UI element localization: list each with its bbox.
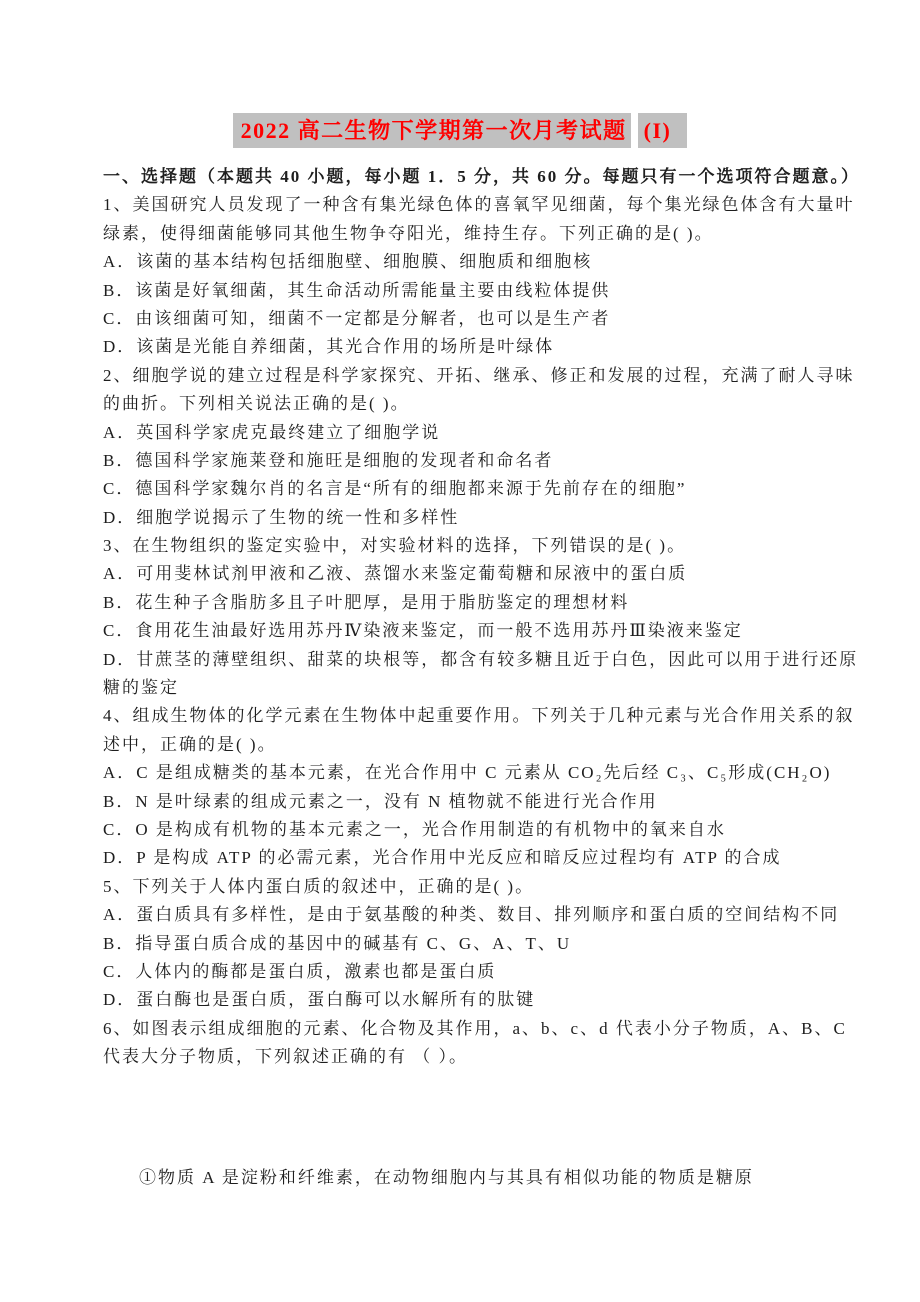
question-5-line: 5、下列关于人体内蛋白质的叙述中，正确的是( )。 xyxy=(103,876,535,896)
question-3-line: B．花生种子含脂肪多且子叶肥厚，是用于脂肪鉴定的理想材料 xyxy=(103,592,630,612)
question-2-line: 2、细胞学说的建立过程是科学家探究、开拓、继承、修正和发展的过程，充满了耐人寻味 xyxy=(103,365,855,385)
question-2-line: D．细胞学说揭示了生物的统一性和多样性 xyxy=(103,507,460,527)
question-4-line: A．C 是组成糖类的基本元素，在光合作用中 C 元素从 CO₂先后经 C₃、C₅形成(CH₂O) xyxy=(103,763,832,783)
question-1-line: 绿素，使得细菌能够同其他生物争夺阳光，维持生存。下列正确的是( )。 xyxy=(103,223,714,243)
document-title-text: 2022 高二生物下学期第一次月考试题 xyxy=(233,113,631,148)
question-3-line: C．食用花生油最好选用苏丹Ⅳ染液来鉴定，而一般不选用苏丹Ⅲ染液来鉴定 xyxy=(103,621,743,641)
question-1-line: C．由该细菌可知，细菌不一定都是分解者，也可以是生产者 xyxy=(103,308,611,328)
document-body xyxy=(103,163,860,1192)
question-3-line: D．甘蔗茎的薄壁组织、甜菜的块根等，都含有较多糖且近于白色，因此可以用于进行还原 xyxy=(103,649,859,669)
question-3-line: 3、在生物组织的鉴定实验中，对实验材料的选择，下列错误的是( )。 xyxy=(103,536,687,556)
question-3-line: A．可用斐林试剂甲液和乙液、蒸馏水来鉴定葡萄糖和尿液中的蛋白质 xyxy=(103,564,688,584)
question-3-line: 糖的鉴定 xyxy=(103,678,179,698)
question-1-line: D．该菌是光能自养细菌，其光合作用的场所是叶绿体 xyxy=(103,337,555,357)
question-1-line: A．该菌的基本结构包括细胞壁、细胞膜、细胞质和细胞核 xyxy=(103,252,593,272)
question-4-line: C．O 是构成有机物的基本元素之一，光合作用制造的有机物中的氧来自水 xyxy=(103,819,726,839)
section-header: 一、选择题（本题共 40 小题，每小题 1．5 分，共 60 分。每题只有一个选项符合题意。） xyxy=(103,167,860,186)
question-5-line: A．蛋白质具有多样性，是由于氨基酸的种类、数目、排列顺序和蛋白质的空间结构不同 xyxy=(103,905,840,925)
question-4-line: D．P 是构成 ATP 的必需元素，光合作用中光反应和暗反应过程均有 ATP 的合成 xyxy=(103,848,782,868)
question-2-line: 的曲折。下列相关说法正确的是( )。 xyxy=(103,394,410,414)
question-2-line: B．德国科学家施莱登和施旺是细胞的发现者和命名者 xyxy=(103,450,554,470)
footnote-line: ①物质 A 是淀粉和纤维素，在动物细胞内与其具有相似功能的物质是糖原 xyxy=(139,1167,754,1187)
question-1-line: 1、美国研究人员发现了一种含有集光绿色体的喜氧罕见细菌，每个集光绿色体含有大量叶 xyxy=(103,195,855,215)
question-2-line: A．英国科学家虎克最终建立了细胞学说 xyxy=(103,422,441,442)
question-6-line: 代表大分子物质，下列叙述正确的有 （ ）。 xyxy=(103,1047,468,1067)
document-title-suffix: (I) xyxy=(638,113,688,148)
question-2-line: C．德国科学家魏尔肖的名言是“所有的细胞都来源于先前存在的细胞” xyxy=(103,479,687,499)
question-4-line: 述中，正确的是( )。 xyxy=(103,734,277,754)
question-1-line: B．该菌是好氧细菌，其生命活动所需能量主要由线粒体提供 xyxy=(103,280,611,300)
question-5-line: B．指导蛋白质合成的基因中的碱基有 C、G、A、T、U xyxy=(103,933,572,953)
question-4-line: 4、组成生物体的化学元素在生物体中起重要作用。下列关于几种元素与光合作用关系的叙 xyxy=(103,706,855,726)
question-4-line: B．N 是叶绿素的组成元素之一，没有 N 植物就不能进行光合作用 xyxy=(103,791,658,811)
question-5-line: C．人体内的酶都是蛋白质，激素也都是蛋白质 xyxy=(103,961,497,981)
question-5-line: D．蛋白酶也是蛋白质，蛋白酶可以水解所有的肽键 xyxy=(103,990,536,1010)
question-lines xyxy=(103,191,859,1071)
document-title xyxy=(0,0,920,148)
figure-placeholder xyxy=(103,1072,819,1164)
question-6-line: 6、如图表示组成细胞的元素、化合物及其作用，a、b、c、d 代表小分子物质，A、B、C xyxy=(103,1018,847,1038)
